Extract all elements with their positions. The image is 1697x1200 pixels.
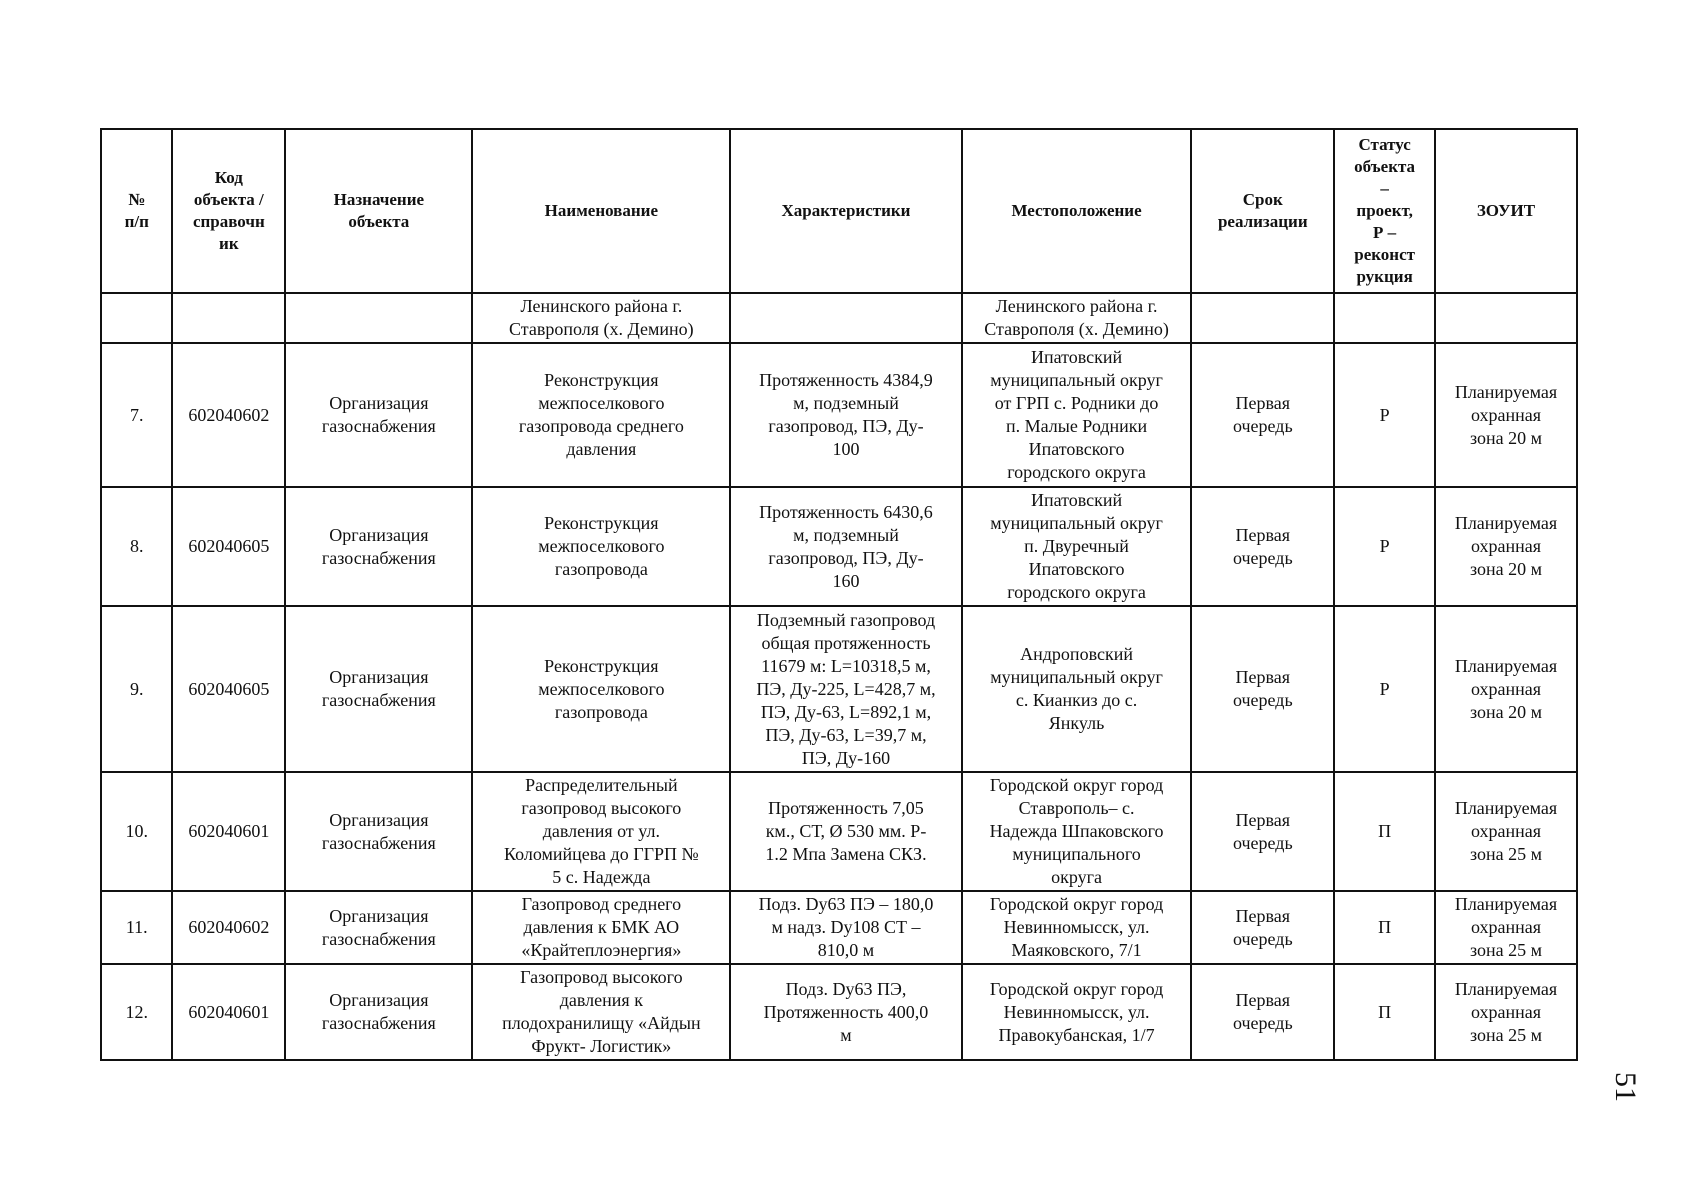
- header-term: Срок реализации: [1191, 129, 1334, 293]
- cell-zone: Планируемая охранная зона 25 м: [1435, 891, 1577, 964]
- cell-code: 602040605: [172, 487, 285, 606]
- cell-zone: Планируемая охранная зона 25 м: [1435, 964, 1577, 1060]
- cell-characteristics: Протяженность 6430,6 м, подземный газопровод, ПЭ, Ду- 160: [730, 487, 962, 606]
- header-name: Наименование: [472, 129, 730, 293]
- header-code: Код объекта / справочн ик: [172, 129, 285, 293]
- header-num: № п/п: [101, 129, 172, 293]
- cell-status: Р: [1334, 487, 1435, 606]
- table-row: [101, 891, 1577, 964]
- table-header-row: [101, 129, 1577, 293]
- cell-code: 602040602: [172, 891, 285, 964]
- cell-purpose: Организация газоснабжения: [285, 343, 472, 487]
- cell-characteristics: Подз. Dy63 ПЭ – 180,0 м надз. Dy108 СТ – 810,0 м: [730, 891, 962, 964]
- cell-purpose: [285, 293, 472, 343]
- cell-characteristics: Протяженность 4384,9 м, подземный газопровод, ПЭ, Ду- 100: [730, 343, 962, 487]
- cell-zone: Планируемая охранная зона 20 м: [1435, 487, 1577, 606]
- cell-name: Газопровод высокого давления к плодохранилищу «Айдын Фрукт- Логистик»: [472, 964, 730, 1060]
- header-zone: ЗОУИТ: [1435, 129, 1577, 293]
- cell-code: 602040605: [172, 606, 285, 772]
- cell-code: [172, 293, 285, 343]
- cell-status: П: [1334, 772, 1435, 891]
- cell-purpose: Организация газоснабжения: [285, 606, 472, 772]
- cell-characteristics: Подземный газопровод общая протяженность 11679 м: L=10318,5 м, ПЭ, Ду-225, L=428,7 м, ПЭ, Ду-63, L=892,1 м, ПЭ, Ду-63, L=39,7 м, ПЭ, Ду-160: [730, 606, 962, 772]
- cell-num: 10.: [101, 772, 172, 891]
- cell-status: Р: [1334, 343, 1435, 487]
- cell-characteristics: [730, 293, 962, 343]
- objects-table: [100, 128, 1578, 1061]
- cell-zone: [1435, 293, 1577, 343]
- cell-zone: Планируемая охранная зона 25 м: [1435, 772, 1577, 891]
- cell-location: Городской округ город Невинномысск, ул. Правокубанская, 1/7: [962, 964, 1192, 1060]
- cell-status: [1334, 293, 1435, 343]
- cell-num: 9.: [101, 606, 172, 772]
- cell-characteristics: Подз. Dy63 ПЭ, Протяженность 400,0 м: [730, 964, 962, 1060]
- cell-num: 7.: [101, 343, 172, 487]
- cell-code: 602040601: [172, 964, 285, 1060]
- cell-num: 12.: [101, 964, 172, 1060]
- cell-zone: Планируемая охранная зона 20 м: [1435, 343, 1577, 487]
- cell-purpose: Организация газоснабжения: [285, 964, 472, 1060]
- cell-characteristics: Протяженность 7,05 км., СТ, Ø 530 мм. Р- 1.2 Мпа Замена СКЗ.: [730, 772, 962, 891]
- cell-location: Городской округ город Ставрополь– с. Надежда Шпаковского муниципального округа: [962, 772, 1192, 891]
- cell-purpose: Организация газоснабжения: [285, 772, 472, 891]
- cell-code: 602040601: [172, 772, 285, 891]
- header-purpose: Назначение объекта: [285, 129, 472, 293]
- table-row: [101, 487, 1577, 606]
- page-number: 51: [1609, 1072, 1642, 1102]
- table-row-continuation: [101, 293, 1577, 343]
- header-status: Статус объекта – проект, Р – реконст рукция: [1334, 129, 1435, 293]
- cell-status: Р: [1334, 606, 1435, 772]
- cell-location: Андроповский муниципальный округ с. Кианкиз до с. Янкуль: [962, 606, 1192, 772]
- cell-location: Ипатовский муниципальный округ от ГРП с. Родники до п. Малые Родники Ипатовского городского округа: [962, 343, 1192, 487]
- cell-term: Первая очередь: [1191, 487, 1334, 606]
- cell-location: Ипатовский муниципальный округ п. Двуречный Ипатовского городского округа: [962, 487, 1192, 606]
- cell-term: Первая очередь: [1191, 964, 1334, 1060]
- cell-name: Реконструкция межпоселкового газопровода: [472, 606, 730, 772]
- cell-name: Распределительный газопровод высокого давления от ул. Коломийцева до ГГРП № 5 с. Надежда: [472, 772, 730, 891]
- cell-term: Первая очередь: [1191, 606, 1334, 772]
- cell-location: Городской округ город Невинномысск, ул. Маяковского, 7/1: [962, 891, 1192, 964]
- table-row: [101, 964, 1577, 1060]
- header-characteristics: Характеристики: [730, 129, 962, 293]
- cell-name: Реконструкция межпоселкового газопровода среднего давления: [472, 343, 730, 487]
- table-row: [101, 606, 1577, 772]
- cell-term: Первая очередь: [1191, 772, 1334, 891]
- cell-term: Первая очередь: [1191, 891, 1334, 964]
- header-location: Местоположение: [962, 129, 1192, 293]
- cell-name: Ленинского района г. Ставрополя (х. Демино): [472, 293, 730, 343]
- cell-term: Первая очередь: [1191, 343, 1334, 487]
- cell-purpose: Организация газоснабжения: [285, 891, 472, 964]
- cell-status: П: [1334, 964, 1435, 1060]
- cell-num: 8.: [101, 487, 172, 606]
- cell-status: П: [1334, 891, 1435, 964]
- cell-term: [1191, 293, 1334, 343]
- cell-name: Реконструкция межпоселкового газопровода: [472, 487, 730, 606]
- cell-zone: Планируемая охранная зона 20 м: [1435, 606, 1577, 772]
- cell-location: Ленинского района г. Ставрополя (х. Демино): [962, 293, 1192, 343]
- cell-purpose: Организация газоснабжения: [285, 487, 472, 606]
- table-row: [101, 772, 1577, 891]
- cell-name: Газопровод среднего давления к БМК АО «Крайтеплоэнергия»: [472, 891, 730, 964]
- cell-num: 11.: [101, 891, 172, 964]
- cell-num: [101, 293, 172, 343]
- table-row: [101, 343, 1577, 487]
- cell-code: 602040602: [172, 343, 285, 487]
